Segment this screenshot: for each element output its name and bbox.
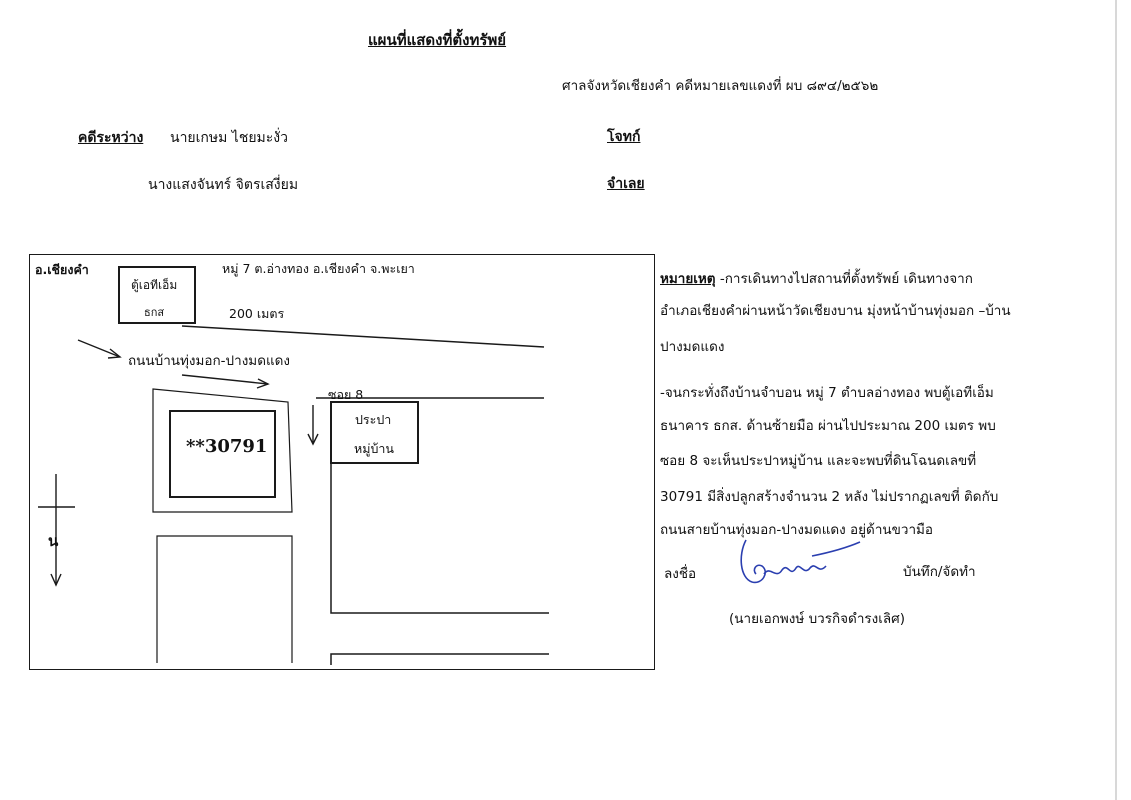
note-line-1 (660, 267, 973, 289)
case-between-label: คดีระหว่าง (78, 130, 144, 146)
arrow-along-road (182, 375, 268, 384)
atm-label: ตู้เอทีเอ็ม (131, 278, 178, 292)
water-supply-label: ประปา (355, 412, 392, 427)
north-label: น (48, 532, 59, 550)
plaintiff-role: โจทก์ (607, 129, 641, 145)
plaintiff-name: นายเกษม ไชยมะงั่ว (170, 130, 288, 146)
atm-bank-label: ธกส (144, 306, 165, 319)
soi-label: ซอย 8 (328, 387, 364, 402)
note-line-4: -จนกระทั่งถึงบ้านจำบอน หมู่ 7 ตำบลอ่างทอง พบตู้เอทีเอ็ม (660, 385, 994, 401)
note-line-5: ธนาคาร ธกส. ด้านซ้ายมือ ผ่านไปประมาณ 200 เมตร พบ (660, 418, 996, 434)
road-top-edge (182, 326, 544, 347)
parcel-number: **30791 (186, 436, 268, 457)
note-line-7: 30791 มีสิ่งปลูกสร้างจำนวน 2 หลัง ไม่ปรากฏเลขที่ ติดกับ (660, 489, 999, 505)
note-line-1-text: -การเดินทางไปสถานที่ตั้งทรัพย์ เดินทางจาก (715, 271, 973, 287)
village-address: หมู่ 7 ต.อ่างทอง อ.เชียงคำ จ.พะเยา (222, 261, 415, 276)
signer-name: (นายเอกพงษ์ บวรกิจดำรงเลิศ) (729, 611, 905, 627)
lower-plot-outline (157, 536, 292, 663)
water-supply-village: หมู่บ้าน (354, 441, 394, 456)
note-line-2: อำเภอเชียงคำผ่านหน้าวัดเชียงบาน มุ่งหน้าบ้านทุ่งมอก –บ้าน (660, 303, 1011, 319)
soi-lane-lower (331, 654, 549, 665)
note-line-6: ซอย 8 จะเห็นประปาหมู่บ้าน และจะพบที่ดินโฉนดเลขที่ (660, 453, 977, 469)
sign-label: ลงชื่อ (664, 566, 697, 582)
district-label: อ.เชียงคำ (35, 262, 89, 277)
note-line-3: ปางมดแดง (660, 339, 725, 355)
signature-scribble (741, 540, 860, 582)
distance-label: 200 เมตร (229, 306, 285, 321)
road-name-label: ถนนบ้านทุ่งมอก-ปางมดแดง (128, 353, 291, 369)
arrow-to-road (78, 340, 120, 357)
recorder-role: บันทึก/จัดทำ (903, 564, 976, 580)
page-title: แผนที่แสดงที่ตั้งทรัพย์ (368, 31, 507, 49)
defendant-name: นางแสงจันทร์ จิตรเสงี่ยม (148, 177, 299, 193)
court-case-line: ศาลจังหวัดเชียงคำ คดีหมายเลขแดงที่ ผบ ๘๙๔/๒๕๖๒ (562, 78, 879, 94)
note-label: หมายเหตุ (660, 271, 716, 287)
defendant-role: จำเลย (607, 176, 645, 192)
note-line-8: ถนนสายบ้านทุ่งมอก-ปางมดแดง อยู่ด้านขวามือ (660, 522, 934, 538)
